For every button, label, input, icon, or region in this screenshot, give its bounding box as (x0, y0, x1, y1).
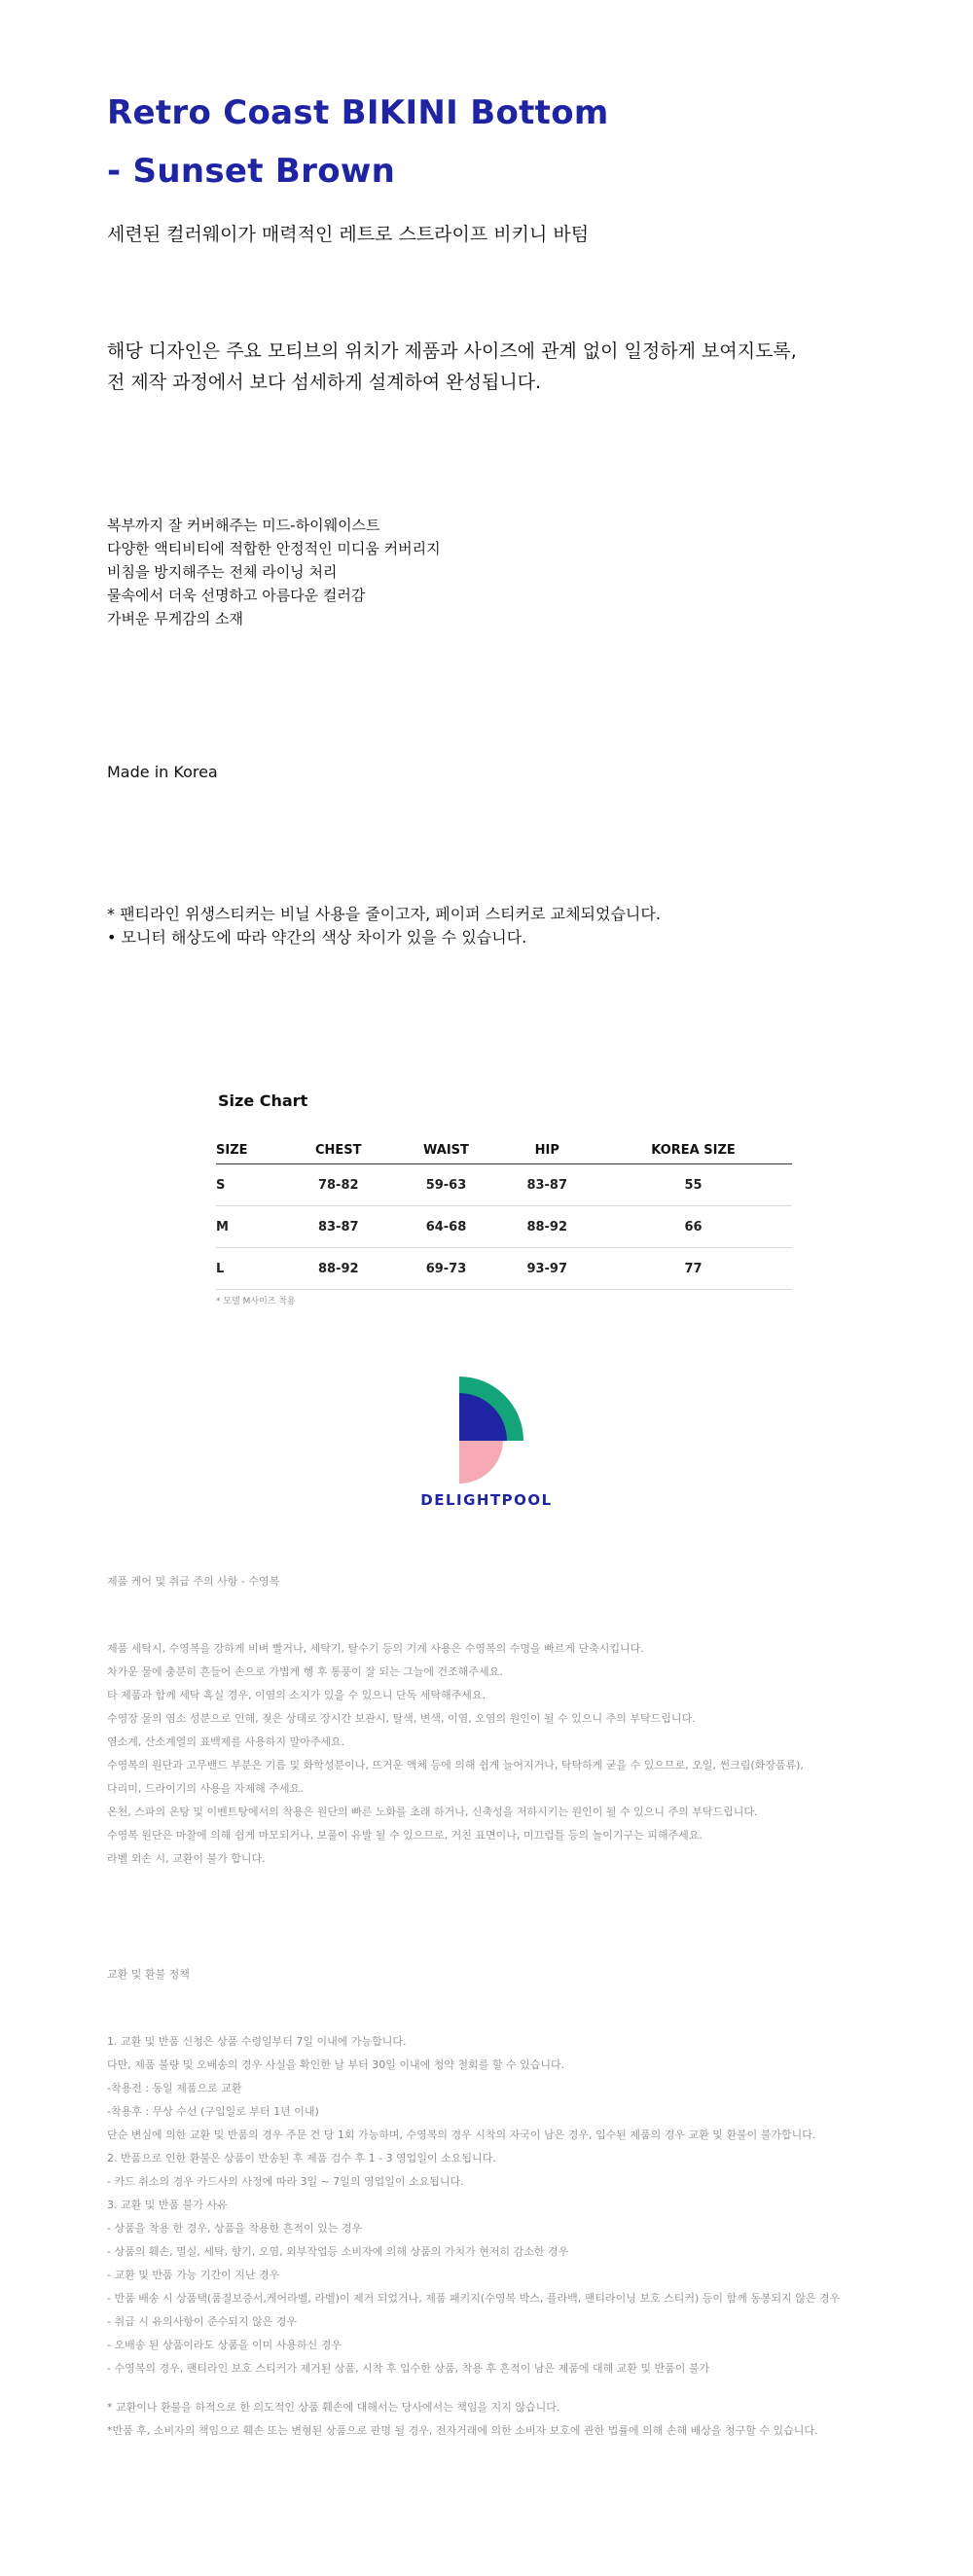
size-chart-header-row (216, 1136, 792, 1164)
product-title (107, 84, 788, 200)
care-section-title: 제품 케어 및 취급 주의 사항 - 수영복 (107, 1575, 280, 1588)
care-instructions-list (107, 1637, 804, 1871)
size-cell: 88-92 (499, 1206, 595, 1248)
policy-item: 1. 교환 및 반품 신청은 상품 수령일부터 7일 이내에 가능합니다. (107, 2035, 407, 2048)
policy-item: 2. 반품으로 인한 환불은 상품이 반송된 후 제품 검수 후 1 - 3 영업일이 소요됩니다. (107, 2152, 496, 2165)
logo-pink-shape (459, 1441, 503, 1484)
policy-item: - 상품을 착용 한 경우, 상품을 착용한 흔적이 있는 경우 (107, 2222, 363, 2235)
policy-item: 단순 변심에 의한 교환 및 반품의 경우 주문 건 당 1회 가능하며, 수영복의 경우 시착의 자국이 남은 경우, 입수된 제품의 경우 교환 및 환불이 불가합니다. (107, 2129, 816, 2141)
policy-item: - 오배송 된 상품이라도 상품을 이미 사용하신 경우 (107, 2339, 342, 2351)
care-item: 라벨 외손 시, 교환이 불가 합니다. (107, 1852, 266, 1865)
policy-item: -착용후 : 무상 수선 (구입일로 부터 1년 이내) (107, 2105, 319, 2118)
size-chart-table (216, 1136, 792, 1290)
policy-footnote: * 교환이나 환불을 하적으로 한 의도적인 상품 훼손에 대해서는 당사에서는 책임을 지지 않습니다. (107, 2401, 560, 2414)
policy-item: 3. 교환 및 반품 불가 사유 (107, 2199, 228, 2211)
size-header-cell: CHEST (284, 1136, 392, 1164)
size-cell: 88-92 (284, 1248, 392, 1290)
size-cell: 55 (595, 1164, 792, 1206)
care-item: 염소계, 산소계열의 표백제를 사용하지 말아주세요. (107, 1735, 345, 1748)
size-header-cell: HIP (499, 1136, 595, 1164)
policy-item: - 카드 취소의 경우 카드사의 사정에 따라 3일 ~ 7일의 영업일이 소요됩니다. (107, 2175, 464, 2188)
feature-item: 가벼운 무게감의 소재 (107, 610, 243, 627)
policy-footnote: *반품 후, 소비자의 책임으로 훼손 또는 변형된 상품으로 판명 될 경우, 전자거래에 의한 소비자 보호에 관한 법률에 의해 손해 배상을 청구할 수 있습니다. (107, 2424, 818, 2437)
description-line: 해당 디자인은 주요 모티브의 위치가 제품과 사이즈에 관계 없이 일정하게 보여지도록, (107, 340, 797, 362)
size-cell: M (216, 1206, 284, 1248)
size-chart-title: Size Chart (218, 1091, 308, 1110)
size-cell: 64-68 (392, 1206, 499, 1248)
size-cell: 66 (595, 1206, 792, 1248)
policy-item: - 반품 배송 시 상품택(품질보증서,케어라벨, 라벨)이 제거 되었거나, 제품 패키지(수영복 박스, 플라백, 팬티라이닝 보호 스티커) 등이 함께 동봉되지 않은 경우 (107, 2292, 841, 2305)
care-item: 온천, 스파의 온탕 및 이벤트탕에서의 착용은 원단의 빠른 노화를 초래 하거나, 신축성을 저하시키는 원인이 될 수 있으니 주의 부탁드립니다. (107, 1806, 758, 1818)
notice-item: • 모니터 해상도에 따라 약간의 색상 차이가 있을 수 있습니다. (107, 928, 527, 947)
feature-list (107, 514, 441, 630)
policy-footnote-list (107, 2396, 817, 2443)
table-row (216, 1206, 792, 1248)
policy-list (107, 2030, 840, 2380)
product-title-line2: - Sunset Brown (107, 152, 396, 191)
size-header-cell: SIZE (216, 1136, 284, 1164)
care-item: 타 제품과 함께 세탁 혹실 경우, 이염의 소지가 있을 수 있으니 단독 세탁해주세요. (107, 1689, 486, 1701)
policy-section-title: 교환 및 환불 정책 (107, 1968, 190, 1981)
size-cell: 83-87 (284, 1206, 392, 1248)
size-cell: 69-73 (392, 1248, 499, 1290)
notice-item: * 팬티라인 위생스티커는 비닐 사용을 줄이고자, 페이퍼 스티커로 교체되었습니다. (107, 905, 661, 923)
size-cell: S (216, 1164, 284, 1206)
care-item: 차가운 물에 충분히 흔들어 손으로 가볍게 헹 후 통풍이 잘 되는 그늘에 건조해주세요. (107, 1665, 503, 1678)
care-item: 제품 세탁시, 수영복을 강하게 비벼 빨거나, 세탁기, 탈수기 등의 기계 사용은 수영복의 수명을 빠르게 단축시킵니다. (107, 1642, 644, 1655)
policy-item: - 취급 시 유의사항이 준수되지 않은 경우 (107, 2315, 297, 2328)
size-cell: 93-97 (499, 1248, 595, 1290)
size-header-cell: KOREA SIZE (595, 1136, 792, 1164)
size-chart-note: * 모델 M사이즈 착용 (216, 1297, 296, 1306)
origin-text: Made in Korea (107, 763, 218, 781)
product-description (107, 336, 797, 398)
policy-item: - 수영복의 경우, 팬티라인 보호 스티커가 제거된 상품, 시착 후 입수한 상품, 착용 후 흔적이 남은 제품에 대해 교환 및 반품이 불가 (107, 2362, 710, 2375)
policy-item: - 상품의 훼손, 멸실, 세탁, 향기, 오염, 외부작업등 소비자에 의해 상품의 가치가 현저히 감소한 경우 (107, 2245, 569, 2258)
description-line: 전 제작 과정에서 보다 섬세하게 설계하여 완성됩니다. (107, 372, 542, 393)
size-header-cell: WAIST (392, 1136, 499, 1164)
brand-name: DELIGHTPOOL (420, 1491, 553, 1509)
care-item: 수영복의 원단과 고무밴드 부분은 기름 및 화학성분이나, 뜨거운 액체 등에 의해 쉽게 늘어지거나, 탁탁하게 굳을 수 있으므로, 오일, 썬크림(화장품류), (107, 1759, 804, 1771)
size-cell: 59-63 (392, 1164, 499, 1206)
policy-item: - 교환 및 반품 가능 기간이 지난 경우 (107, 2269, 280, 2281)
feature-item: 복부까지 잘 커버해주는 미드-하이웨이스트 (107, 517, 380, 534)
table-row (216, 1164, 792, 1206)
care-item: 수영복 원단은 마찰에 의해 쉽게 마모되거나, 보풀이 유발 될 수 있으므로, 거친 표면이나, 미끄럼틀 등의 놀이기구는 피해주세요. (107, 1829, 703, 1842)
size-cell: 83-87 (499, 1164, 595, 1206)
table-row (216, 1248, 792, 1290)
product-title-line1: Retro Coast BIKINI Bottom (107, 93, 609, 132)
product-subtitle: 세련된 컬러웨이가 매력적인 레트로 스트라이프 비키니 바텀 (107, 224, 590, 245)
feature-item: 비침을 방지해주는 전체 라이닝 처리 (107, 563, 338, 581)
care-item: 수영장 물의 염소 성분으로 인해, 젖은 상태로 장시간 보관시, 탈색, 변색, 이염, 오염의 원인이 될 수 있으니 주의 부탁드립니다. (107, 1712, 696, 1725)
size-cell: 77 (595, 1248, 792, 1290)
feature-item: 물속에서 더욱 선명하고 아름다운 컬러감 (107, 587, 366, 604)
policy-item: -착용전 : 동일 제품으로 교환 (107, 2082, 242, 2094)
delightpool-logo-icon (453, 1377, 523, 1484)
size-cell: 78-82 (284, 1164, 392, 1206)
feature-item: 다양한 액티비티에 적합한 안정적인 미디움 커버리지 (107, 540, 441, 557)
care-item: 다리미, 드라이기의 사용을 자제해 주세요. (107, 1782, 304, 1795)
size-cell: L (216, 1248, 284, 1290)
policy-item: 다만, 제품 불량 및 오배송의 경우 사실을 확인한 날 부터 30일 이내에 청약 철회를 할 수 있습니다. (107, 2058, 565, 2071)
notice-list (107, 903, 661, 949)
